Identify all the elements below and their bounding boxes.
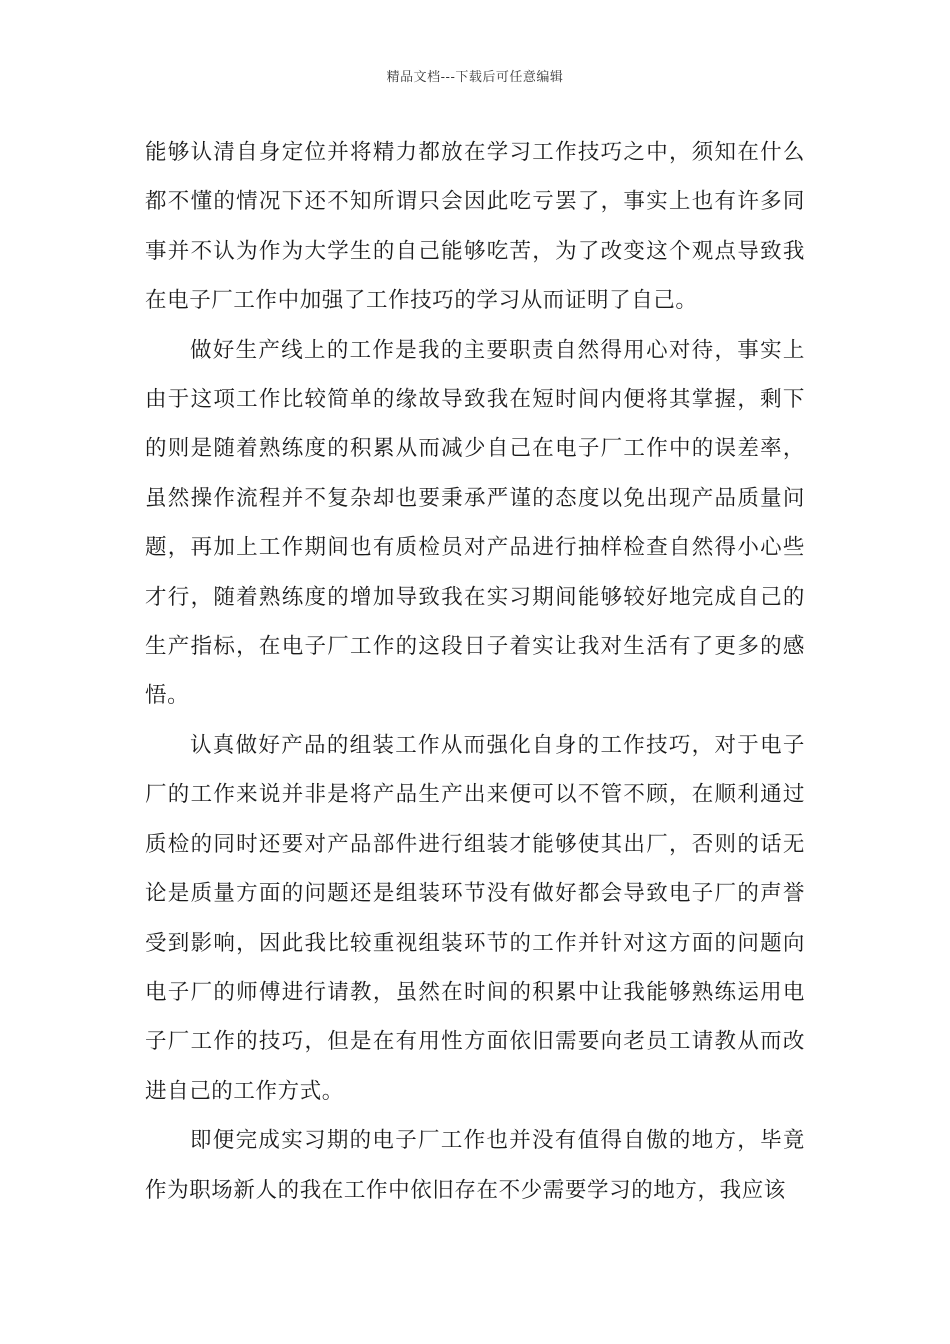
paragraph-production-line: 做好生产线上的工作是我的主要职责自然得用心对待，事实上由于这项工作比较简单的缘故导致我在短时间内便将其掌握，剩下的则是随着熟练度的积累从而减少自己在电子厂工作中的误差率，虽然操作流程并不复杂却也要秉承严谨的态度以免出现产品质量问题，再加上工作期间也有质检员对产品进行抽样检查自然得小心些才行，随着熟练度的增加导致我在实习期间能够较好地完成自己的生产指标，在电子厂工作的这段日子着实让我对生活有了更多的感悟。 xyxy=(145,337,805,709)
paragraph-continuation: 能够认清自身定位并将精力都放在学习工作技巧之中，须知在什么都不懂的情况下还不知所谓只会因此吃亏罢了，事实上也有许多同事并不认为作为大学生的自己能够吃苦，为了改变这个观点导致我在电子厂工作中加强了工作技巧的学习从而证明了自己。 xyxy=(145,140,805,314)
page-header: 精品文档---下载后可任意编辑 xyxy=(386,70,564,85)
paragraph-assembly: 认真做好产品的组装工作从而强化自身的工作技巧，对于电子厂的工作来说并非是将产品生产出来便可以不管不顾，在顺利通过质检的同时还要对产品部件进行组装才能够使其出厂，否则的话无论是质量方面的问题还是组装环节没有做好都会导致电子厂的声誉受到影响，因此我比较重视组装环节的工作并针对这方面的问题向电子厂的师傅进行请教，虽然在时间的积累中让我能够熟练运用电子厂工作的技巧，但是在有用性方面依旧需要向老员工请教从而改进自己的工作方式。 xyxy=(145,732,805,1104)
document-body xyxy=(145,128,805,1215)
paragraph-internship-reflection: 即便完成实习期的电子厂工作也并没有值得自傲的地方，毕竟作为职场新人的我在工作中依旧存在不少需要学习的地方，我应该 xyxy=(145,1128,805,1203)
